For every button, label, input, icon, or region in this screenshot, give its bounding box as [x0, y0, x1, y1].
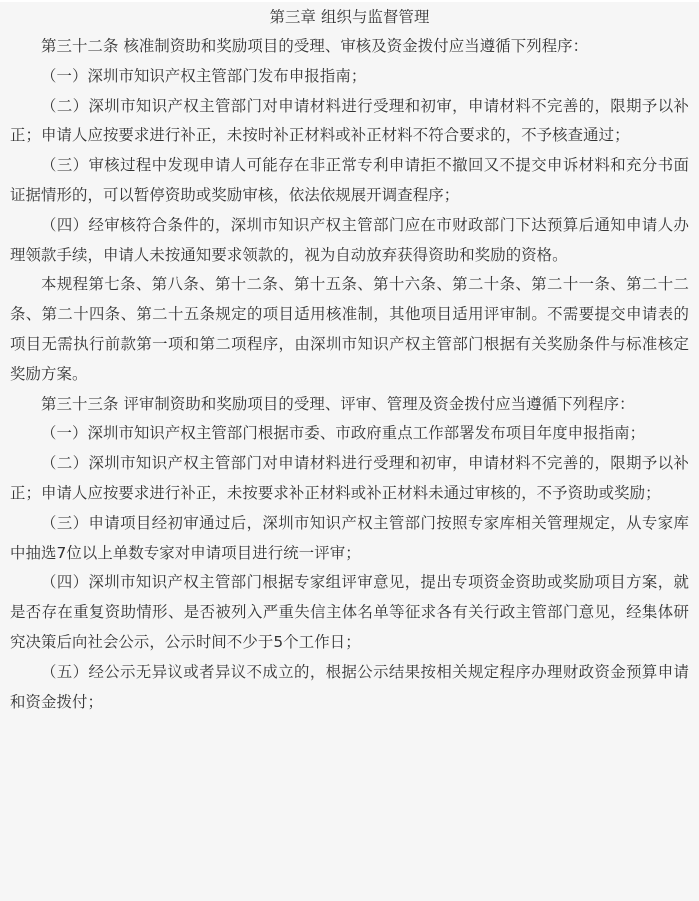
document-page	[0, 2, 699, 901]
article-33-item-4: （四）深圳市知识产权主管部门根据专家组评审意见，提出专项资金资助或奖励项目方案，就是否存在重复资助情形、是否被列入严重失信主体名单等征求各有关行政主管部门意见，经集体研究决策后向社会公示，公示时间不少于5个工作日；	[10, 573, 689, 651]
article-32-item-4: （四）经审核符合条件的，深圳市知识产权主管部门应在市财政部门下达预算后通知申请人办理领款手续，申请人未按通知要求领款的，视为自动放弃获得资助和奖励的资格。	[10, 215, 689, 264]
article-33-item-1: （一）深圳市知识产权主管部门根据市委、市政府重点工作部署发布项目年度申报指南；	[41, 424, 646, 443]
article-33-intro: 第三十三条 评审制资助和奖励项目的受理、评审、管理及资金拨付应当遵循下列程序：	[41, 394, 635, 413]
article-33-item-3: （三）申请项目经初审通过后，深圳市知识产权主管部门按照专家库相关管理规定，从专家库中抽选7位以上单数专家对申请项目进行统一评审；	[10, 513, 689, 562]
article-32-item-2: （二）深圳市知识产权主管部门对申请材料进行受理和初审，申请材料不完善的，限期予以补正；申请人应按要求进行补正，未按时补正材料或补正材料不符合要求的，不予核查通过；	[10, 96, 689, 145]
chapter-title: 第三章 组织与监督管理	[269, 8, 430, 26]
article-32-item-1: （一）深圳市知识产权主管部门发布申报指南；	[41, 66, 367, 85]
article-32-intro: 第三十二条 核准制资助和奖励项目的受理、审核及资金拨付应当遵循下列程序：	[41, 37, 589, 55]
article-33-item-5: （五）经公示无异议或者异议不成立的，根据公示结果按相关规定程序办理财政资金预算申请和资金拨付；	[10, 662, 689, 711]
article-32-item-3: （三）审核过程中发现申请人可能存在非正常专利申请拒不撤回又不提交申诉材料和充分书面证据情形的，可以暂停资助或奖励审核，依法依规展开调查程序；	[10, 156, 689, 204]
article-32-scope-note: 本规程第七条、第八条、第十二条、第十五条、第十六条、第二十条、第二十一条、第二十二条、第二十四条、第二十五条规定的项目适用核准制，其他项目适用评审制。不需要提交申请表的项目无需执行前款第一项和第二项程序，由深圳市知识产权主管部门根据有关奖励条件与标准核定奖励方案。	[10, 275, 689, 383]
article-33-item-2: （二）深圳市知识产权主管部门对申请材料进行受理和初审，申请材料不完善的，限期予以补正；申请人应按要求进行补正，未按要求补正材料或补正材料未通过审核的，不予资助或奖励；	[10, 454, 689, 502]
